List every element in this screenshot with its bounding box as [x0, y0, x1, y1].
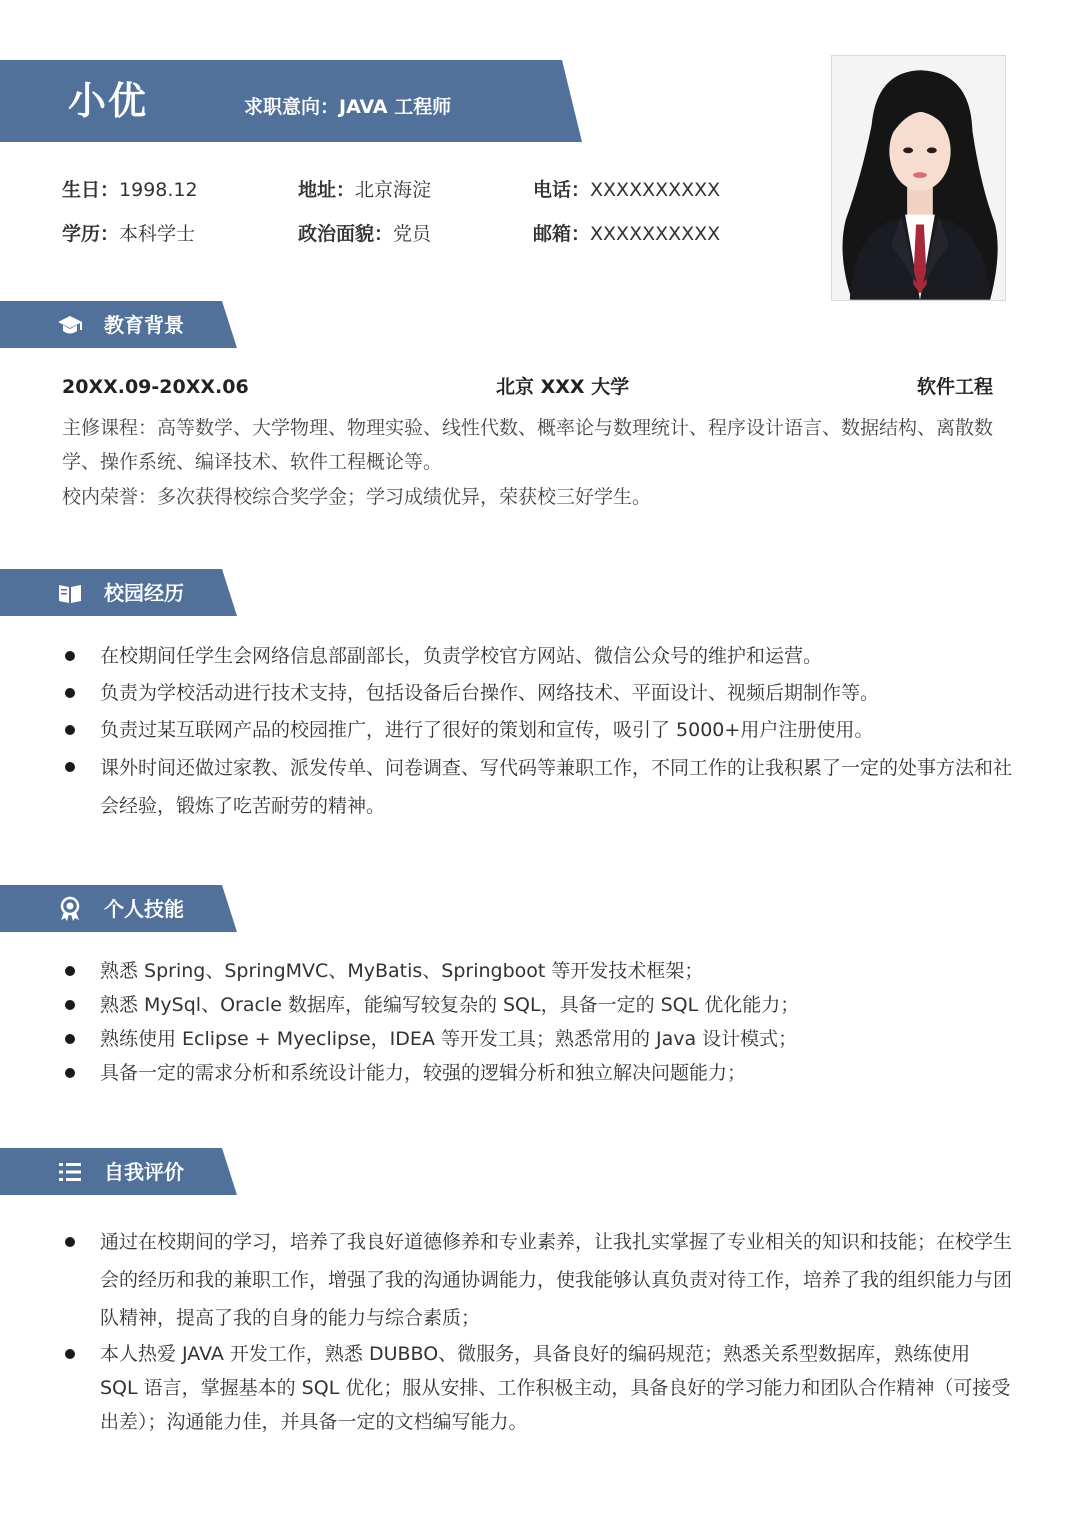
info-political: 政治面貌：党员: [298, 223, 432, 245]
info-education: 学历：本科学士: [62, 223, 196, 245]
list-item: 本人热爱 JAVA 开发工作，熟悉 DUBBO、微服务，具备良好的编码规范；熟悉关系型数据库，熟练使用 SQL 语言，掌握基本的 SQL 优化；服从安排、工作积极主动，具备良好的学习能力和团队合作精神（可接受出差）；沟通能力佳，并具备一定的文档编写能力。: [62, 1337, 1012, 1439]
edu-courses: 主修课程：高等数学、大学物理、物理实验、线性代数、概率论与数理统计、程序设计语言、数据结构、离散数学、操作系统、编译技术、软件工程概论等。: [62, 417, 994, 473]
bullet-icon: [65, 1237, 75, 1247]
list-item: 课外时间还做过家教、派发传单、问卷调查、写代码等兼职工作，不同工作的让我积累了一定的处事方法和社会经验，锻炼了吃苦耐劳的精神。: [62, 749, 1012, 825]
edu-school: 北京 XXX 大学: [496, 376, 630, 398]
bullet-icon: [65, 1034, 75, 1044]
list-item: 熟悉 Spring、SpringMVC、MyBatis、Springboot 等开发技术框架；: [62, 954, 1012, 988]
bullet-icon: [65, 966, 75, 976]
list-item: 熟悉 MySql、Oracle 数据库，能编写较复杂的 SQL，具备一定的 SQL 优化能力；: [62, 988, 1012, 1022]
info-address: 地址：北京海淀: [298, 179, 432, 201]
self-eval-list: [62, 1223, 1012, 1439]
edu-honors: 校内荣誉：多次获得校综合奖学金；学习成绩优异，荣获校三好学生。: [62, 486, 652, 508]
edu-major: 软件工程: [917, 376, 994, 398]
list-item: 负责过某互联网产品的校园推广，进行了很好的策划和宣传，吸引了 5000+用户注册使用。: [62, 712, 1012, 749]
section-title-education: 教育背景: [104, 313, 184, 337]
list-icon: [56, 1158, 84, 1186]
list-item: 具备一定的需求分析和系统设计能力，较强的逻辑分析和独立解决问题能力；: [62, 1056, 1012, 1090]
book-icon: [56, 579, 84, 607]
list-item: 熟练使用 Eclipse + Myeclipse，IDEA 等开发工具；熟悉常用的 Java 设计模式；: [62, 1022, 1012, 1056]
section-title-skills: 个人技能: [104, 897, 184, 921]
portrait-photo: [831, 55, 1006, 301]
section-title-campus: 校园经历: [104, 581, 184, 605]
info-phone: 电话：XXXXXXXXXX: [533, 179, 721, 201]
job-intent: 求职意向：JAVA 工程师: [244, 96, 452, 118]
skills-list: [62, 954, 1012, 1090]
graduation-cap-icon: [56, 311, 84, 339]
bullet-icon: [65, 1349, 75, 1359]
section-title-self-eval: 自我评价: [104, 1160, 184, 1184]
info-birthday: 生日：1998.12: [62, 179, 198, 201]
list-item: 在校期间任学生会网络信息部副部长，负责学校官方网站、微信公众号的维护和运营。: [62, 638, 1012, 675]
bullet-icon: [65, 1000, 75, 1010]
info-email: 邮箱：XXXXXXXXXX: [533, 223, 721, 245]
bullet-icon: [65, 651, 75, 661]
bullet-icon: [65, 762, 75, 772]
campus-list: [62, 638, 1012, 825]
edu-period: 20XX.09-20XX.06: [62, 376, 249, 398]
bullet-icon: [65, 725, 75, 735]
list-item: 负责为学校活动进行技术支持，包括设备后台操作、网络技术、平面设计、视频后期制作等。: [62, 675, 1012, 712]
award-ribbon-icon: [56, 895, 84, 923]
list-item: 通过在校期间的学习，培养了我良好道德修养和专业素养，让我扎实掌握了专业相关的知识和技能；在校学生会的经历和我的兼职工作，增强了我的沟通协调能力，使我能够认真负责对待工作，培养了我的组织能力与团队精神，提高了我的自身的能力与综合素质；: [62, 1223, 1012, 1337]
bullet-icon: [65, 1068, 75, 1078]
candidate-name: 小优: [68, 79, 149, 123]
bullet-icon: [65, 688, 75, 698]
